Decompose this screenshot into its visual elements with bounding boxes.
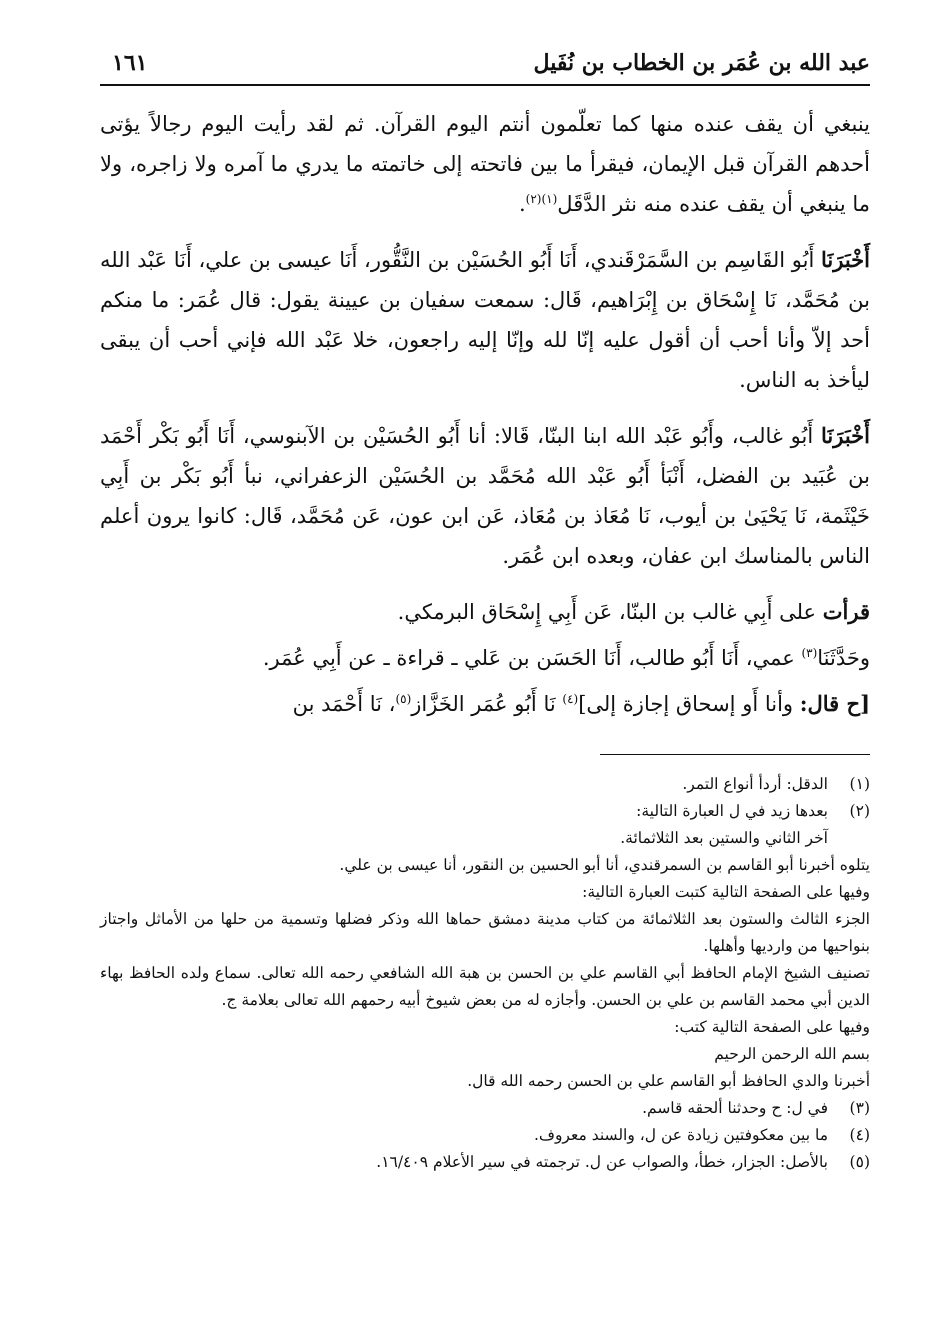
footnote-number: (٥) [849, 1153, 870, 1171]
footnote-2-line: الجزء الثالث والستون بعد الثلاثمائة من كتاب مدينة دمشق حماها الله وذكر فضلها وتسمية من حلها من الأماثل واجتاز بنواحيها من وارديها وأهلها. [100, 910, 870, 955]
paragraph-1-text: ينبغي أن يقف عنده منها كما تعلّمون أنتم اليوم القرآن. ثم لقد رأيت اليوم رجالاً يؤتى أحدهم القرآن قبل الإيمان، فيقرأ ما بين فاتحته إلى خاتمته ما يدري ما آمره ولا زاجره، ولا ما ينبغي أن يقف عنده منه نثر الدَّقَل [100, 112, 870, 216]
paragraph-5-text: عمي، أَنَا أَبُو طالب، أَنَا الحَسَن بن عَلي ـ قراءة ـ عن أَبِي عُمَر. [262, 646, 802, 670]
footnote-number: (٤) [849, 1126, 870, 1144]
main-text [100, 104, 870, 724]
paragraph-5-pre: وحَدَّثَنَا [817, 646, 870, 670]
footnote-number: (٣) [849, 1099, 870, 1117]
footnote-4 [100, 1122, 870, 1149]
footnote-2-line: وفيها على الصفحة التالية كتبت العبارة التالية: [582, 883, 870, 901]
footnote-2-line: يتلوه أخبرنا أبو القاسم بن السمرقندي، أنا أبو الحسين بن النقور، أنا عيسى بن علي. [339, 856, 870, 874]
footnote-5 [100, 1149, 870, 1176]
footnote-2-line: بسم الله الرحمن الرحيم [714, 1045, 870, 1063]
paragraph-2-text: أَبُو القَاسِم بن السَّمَرْقَندي، أَنَا أَبُو الحُسَيْن بن النَّقُّور، أَنَا عيسى بن علي، أَنَا عَبْد الله بن مُحَمَّد، نَا إِسْحَاق بن إِبْرَاهيم، قَال: سمعت سفيان بن عيينة يقول: قال عُمَر: ما منكم أحد إلاّ وأنا أحب أن أقول عليه إنّا لله وإنّا إليه راجعون، خلا عَبْد الله فإني أحب أن يبقى ليأخذ به الناس. [100, 248, 870, 392]
paragraph-6-text-2: نَا أَبُو عُمَر الخَزَّاز [411, 692, 563, 716]
paragraph-3-text: أَبُو غالب، وأَبُو عَبْد الله ابنا البنّا، قَالا: أنا أَبُو الحُسَيْن بن الآبنوسي، أَنَا أَبُو بَكْر أَحْمَد بن عُبَيد بن الفضل، أَنْبَأ أَبُو عَبْد الله مُحَمَّد بن الحُسَيْن الزعفراني، نبأ أَبُو بَكْر بن أَبِي خَيْثَمة، نَا يَحْيَىٰ بن أيوب، نَا مُعَاذ بن مُعَاذ، عَن ابن عون، عَن مُحَمَّد، قَال: كانوا يرون أعلم الناس بالمناسك ابن عفان، وبعده ابن عُمَر. [100, 424, 870, 568]
footnote-2-line: تصنيف الشيخ الإمام الحافظ أبي القاسم علي بن الحسن بن هبة الله الشافعي رحمه الله تعالى. سماع ولده الحافظ بهاء الدين أبي محمد القاسم بن علي بن الحسن. وأجازه له من بعض شيوخ أبيه رحمهم الله تعالى بعلامة ج. [100, 964, 870, 1009]
paragraph-6-lead: [ح قال: [799, 691, 870, 716]
footnote-ref-3[interactable]: (٣) [801, 646, 818, 660]
footnote-text: في ل: ح وحدثنا ألحقه قاسم. [642, 1099, 828, 1117]
footnote-3 [100, 1095, 870, 1122]
paragraph-3 [100, 416, 870, 576]
footnote-number: (٢) [849, 802, 870, 820]
footnote-divider [600, 754, 870, 755]
footnote-text: بالأصل: الجزار، خطأ، والصواب عن ل. ترجمته في سير الأعلام ١٦/٤٠٩. [376, 1153, 828, 1171]
paragraph-5 [100, 638, 870, 678]
footnote-text: ما بين معكوفتين زيادة عن ل، والسند معروف. [533, 1126, 828, 1144]
running-header [100, 38, 870, 86]
footnote-text: الدقل: أردأ أنواع التمر. [682, 775, 828, 793]
paragraph-1 [100, 104, 870, 224]
paragraph-2-lead: أَخْبَرَنَا [821, 247, 870, 272]
paragraph-4-text: على أَبِي غالب بن البنّا، عَن أَبِي إِسْحَاق البرمكي. [397, 600, 823, 624]
footnote-number: (١) [849, 775, 870, 793]
footnote-2-line: وفيها على الصفحة التالية كتب: [674, 1018, 870, 1036]
footnote-text: بعدها زيد في ل العبارة التالية: [636, 802, 828, 820]
paragraph-4 [100, 592, 870, 632]
footnote-ref-4[interactable]: (٤) [562, 692, 579, 706]
footnote-2 [100, 798, 870, 825]
footnote-2-line: أخبرنا والدي الحافظ أبو القاسم علي بن الحسن رحمه الله قال. [467, 1072, 870, 1090]
paragraph-6 [100, 684, 870, 724]
page-number: ١٦١ [112, 50, 148, 76]
footnote-ref-1-2[interactable]: (١)(٢) [525, 192, 558, 206]
paragraph-2 [100, 240, 870, 400]
footnote-1 [100, 771, 870, 798]
paragraph-1-end: . [518, 192, 526, 216]
header-title: عبد الله بن عُمَر بن الخطاب بن نُفَيل [533, 50, 870, 76]
footnotes [100, 771, 870, 1176]
footnote-2-quoted [100, 825, 870, 1095]
paragraph-6-text-3: ، نَا أَحْمَد بن [292, 692, 396, 716]
book-page [100, 38, 870, 1308]
paragraph-6-text-1: وأنا أَو إسحاق إجازة إلى] [578, 692, 800, 716]
footnote-ref-5[interactable]: (٥) [395, 692, 412, 706]
paragraph-4-lead: قرأت [822, 599, 870, 624]
paragraph-3-lead: أَخْبَرَنَا [821, 423, 870, 448]
footnote-2-line: آخر الثاني والستين بعد الثلاثمائة. [620, 829, 828, 847]
